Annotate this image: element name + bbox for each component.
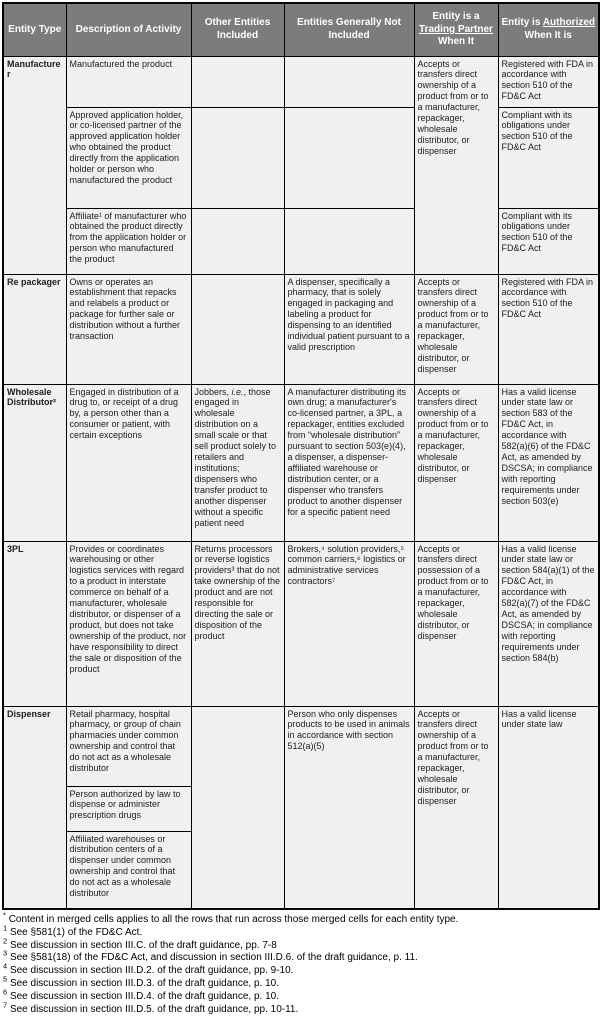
column-header-entities-not-included: Entities Generally Not Included xyxy=(284,3,414,56)
cell-repackager-included xyxy=(191,274,284,384)
cell-3pl-authorized: Has a valid license under state law or section 584(a)(1) of the FD&C Act, in accordance with 582(a)(7) of the FD&C Act, as amended by DSCSA; in compliance with reporting requirements under section 584(b) xyxy=(498,541,599,706)
footnote-text: See discussion in section III.D.4. of the draft guidance, p. 10. xyxy=(9,990,280,1002)
row-manufacturer-1 xyxy=(3,56,599,107)
row-wholesale-distributor xyxy=(3,384,599,541)
footnote-text: See §581(18) of the FD&C Act, and discussion in section III.D.6. of the draft guidance, p. 11. xyxy=(9,952,418,964)
cell-entity-type-wholesale-distributor: Wholesale Distributor² xyxy=(3,384,66,541)
footnote-4 xyxy=(3,961,597,978)
footnote-marker: 4 xyxy=(3,961,8,971)
cell-entity-type-manufacturer: Manufacturer xyxy=(3,56,66,274)
cell-manufacturer-activity-2: Approved application holder, or co-licensed partner of the approved application holder who obtained the product directly from the application holder or person who manufactured the product xyxy=(66,107,191,208)
footnote-marker: 1 xyxy=(3,923,8,933)
cell-repackager-not-included: A dispenser, specifically a pharmacy, that is solely engaged in packaging and labeling a product for dispensing to an identified individual patient pursuant to a valid prescription xyxy=(284,274,414,384)
footnote-7 xyxy=(3,1000,597,1017)
row-manufacturer-2 xyxy=(3,107,599,208)
cell-dispenser-included xyxy=(191,706,284,909)
footnote-text: See discussion in section III.D.2. of the draft guidance, pp. 9-10. xyxy=(9,965,294,977)
footnote-text: See discussion in section III.D.3. of the draft guidance, p. 10. xyxy=(9,977,280,989)
footnote-1 xyxy=(3,923,597,940)
row-manufacturer-3 xyxy=(3,208,599,274)
cell-manufacturer-authorized-2: Compliant with its obligations under section 510 of the FD&C Act xyxy=(498,107,599,208)
cell-manufacturer-authorized-1: Registered with FDA in accordance with section 510 of the FD&C Act xyxy=(498,56,599,107)
cell-manufacturer-included-3 xyxy=(191,208,284,274)
footnote-marker: 6 xyxy=(3,987,8,997)
column-header-description-of-activity: Description of Activity xyxy=(66,3,191,56)
footnote-marker: 3 xyxy=(3,949,8,959)
footnote-3 xyxy=(3,949,597,965)
dscsa-entity-table xyxy=(2,2,600,910)
cell-manufacturer-authorized-3: Compliant with its obligations under section 510 of the FD&C Act xyxy=(498,208,599,274)
cell-manufacturer-not-included-1 xyxy=(284,56,414,107)
footnote-asterisk xyxy=(3,910,597,927)
column-header-other-entities-included: Other Entities Included xyxy=(191,3,284,56)
cell-dispenser-activity-2: Person authorized by law to dispense or administer prescription drugs xyxy=(66,786,191,831)
cell-3pl-not-included: Brokers,⁴ solution providers,⁵ common carriers,⁶ logistics or administrative services contractors⁷ xyxy=(284,541,414,706)
footnote-marker: 2 xyxy=(3,936,8,946)
cell-repackager-authorized: Registered with FDA in accordance with section 510 of the FD&C Act xyxy=(498,274,599,384)
cell-3pl-trading-partner: Accepts or transfers direct possession of a product from or to a manufacturer, repackager, wholesale distributor, or dispenser xyxy=(414,541,498,706)
column-header-authorized: Entity is Authorized When It is xyxy=(498,3,599,56)
cell-manufacturer-trading-partner: Accepts or transfers direct ownership of a product from or to a manufacturer, repackager, wholesale distributor, or dispenser xyxy=(414,56,498,274)
footnotes xyxy=(2,910,598,1016)
cell-manufacturer-included-2 xyxy=(191,107,284,208)
column-header-trading-partner: Entity is a Trading Partner When It xyxy=(414,3,498,56)
footnote-text: See discussion in section III.D.5. of the draft guidance, pp. 10-11. xyxy=(9,1003,299,1015)
footnote-6 xyxy=(3,987,597,1004)
cell-entity-type-3pl: 3PL xyxy=(3,541,66,706)
footnote-5 xyxy=(3,974,597,991)
cell-manufacturer-not-included-3 xyxy=(284,208,414,274)
footnote-text: Content in merged cells applies to all the rows that run across those merged cells for each entity type. xyxy=(8,914,459,925)
cell-entity-type-dispenser: Dispenser xyxy=(3,706,66,909)
footnote-marker: * xyxy=(3,910,6,920)
row-dispenser-1 xyxy=(3,706,599,786)
cell-manufacturer-included-1 xyxy=(191,56,284,107)
cell-entity-type-repackager: Re packager xyxy=(3,274,66,384)
cell-manufacturer-not-included-2 xyxy=(284,107,414,208)
cell-3pl-included: Returns processors or reverse logistics providers³ that do not take ownership of the product and are not responsible for directing the sale or disposition of the product xyxy=(191,541,284,706)
cell-repackager-trading-partner: Accepts or transfers direct ownership of a product from or to a manufacturer, repackager, wholesale distributor, or dispenser xyxy=(414,274,498,384)
footnote-marker: 5 xyxy=(3,974,8,984)
cell-manufacturer-activity-1: Manufactured the product xyxy=(66,56,191,107)
cell-wholesale-included: Jobbers, i.e., those engaged in wholesale distribution on a small scale or that sell product solely to retailers and institutions; dispensers who transfer product to another dispenser without a specific patient need xyxy=(191,384,284,541)
cell-repackager-activity: Owns or operates an establishment that repacks and relabels a product or package for further sale or distribution without a further transaction xyxy=(66,274,191,384)
cell-wholesale-not-included: A manufacturer distributing its own drug; a manufacturer's co-licensed partner, a 3PL, a repackager, entities excluded from “wholesale distribution” pursuant to section 503(e)(4), a dispenser, a dispenser- affiliated warehouse or distribution center, or a dispenser who transfers product to another dispenser for a specific patient need xyxy=(284,384,414,541)
footnote-text: See §581(1) of the FD&C Act. xyxy=(9,926,143,938)
footnote-marker: 7 xyxy=(3,1000,8,1010)
header-row xyxy=(3,3,599,56)
footnote-2 xyxy=(3,936,597,953)
cell-dispenser-not-included: Person who only dispenses products to be used in animals in accordance with section 512(a)(5) xyxy=(284,706,414,909)
cell-wholesale-trading-partner: Accepts or transfers direct ownership of a product from or to a manufacturer, repackager, wholesale distributor, or dispenser xyxy=(414,384,498,541)
cell-dispenser-trading-partner: Accepts or transfers direct ownership of a product from or to a manufacturer, repackager, wholesale distributor, or dispenser xyxy=(414,706,498,909)
cell-3pl-activity: Provides or coordinates warehousing or other logistics services with regard to a product in interstate commerce on behalf of a manufacturer, wholesale distributor, or dispenser of a product, but does not take ownership of the product, nor have responsibility to direct the sale or disposition of the product xyxy=(66,541,191,706)
row-3pl xyxy=(3,541,599,706)
cell-dispenser-activity-1: Retail pharmacy, hospital pharmacy, or group of chain pharmacies under common ownership and control that do not act as a wholesale distributor xyxy=(66,706,191,786)
footnote-text: See discussion in section III.C. of the draft guidance, pp. 7-8 xyxy=(9,939,277,951)
column-header-entity-type: Entity Type xyxy=(3,3,66,56)
cell-dispenser-activity-3: Affiliated warehouses or distribution centers of a dispenser under common ownership and control that do not act as a wholesale distributor xyxy=(66,831,191,909)
cell-wholesale-authorized: Has a valid license under state law or section 583 of the FD&C Act, in accordance with 582(a)(6) of the FD&C Act, as amended by DSCSA; in compliance with reporting requirements under section 503(e) xyxy=(498,384,599,541)
row-repackager xyxy=(3,274,599,384)
cell-dispenser-authorized: Has a valid license under state law xyxy=(498,706,599,909)
cell-wholesale-activity: Engaged in distribution of a drug to, or receipt of a drug by, a person other than a consumer or patient, with certain exceptions xyxy=(66,384,191,541)
cell-manufacturer-activity-3: Affiliate¹ of manufacturer who obtained the product directly from the application holder or person who manufactured the product xyxy=(66,208,191,274)
